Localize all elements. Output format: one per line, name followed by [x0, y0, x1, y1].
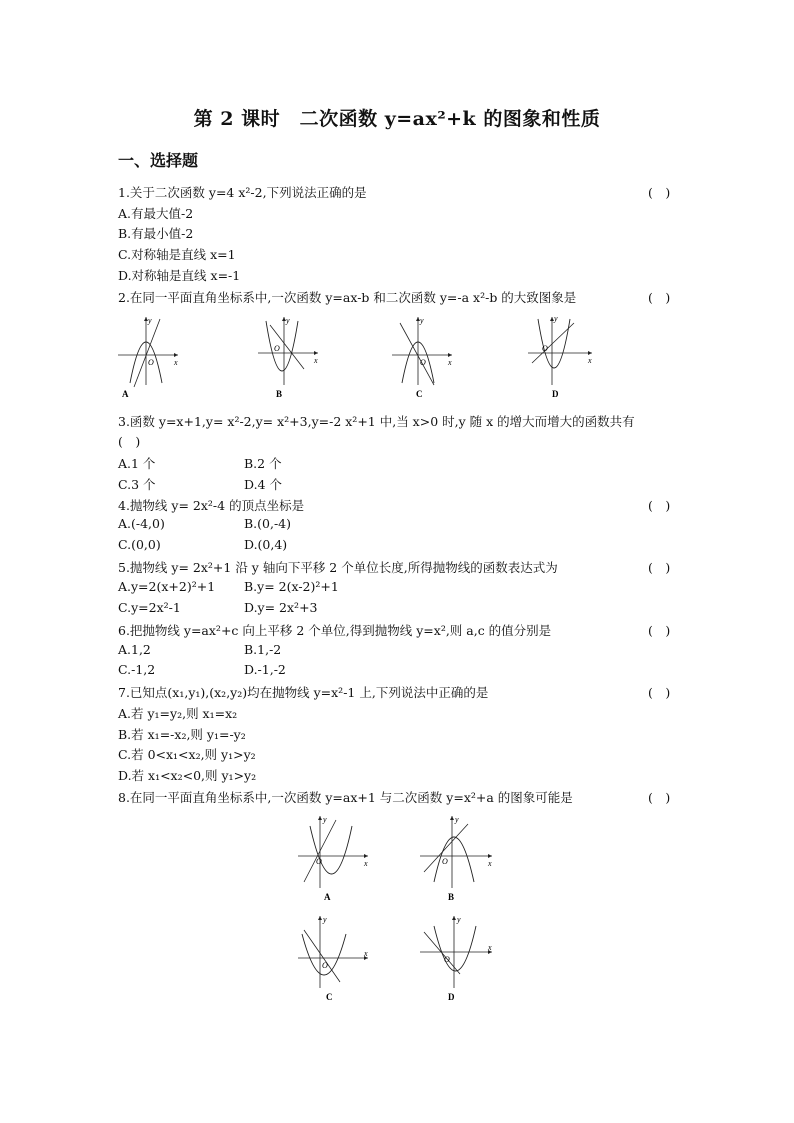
axis-origin: O [316, 857, 322, 866]
q3-stem: 3.函数 y=x+1,y= x²-2,y= x²+3,y=-2 x²+1 中,当 x>0 时,y 随 x 的增大而增大的函数共有 [118, 414, 635, 429]
q7-answer-blank: ( ) [648, 685, 671, 700]
graph-label: C [326, 992, 333, 1002]
q4-option-a: A.(-4,0) [118, 516, 165, 531]
q3-option-a: A.1 个 [118, 456, 156, 471]
axis-x-label: x [488, 943, 492, 952]
q4-option-b: B.(0,-4) [244, 516, 292, 531]
axis-origin: O [148, 358, 154, 367]
q4-stem: 4.抛物线 y= 2x²-4 的顶点坐标是 [118, 498, 305, 513]
q6-stem: 6.把抛物线 y=ax²+c 向上平移 2 个单位,得到抛物线 y=x²,则 a,c 的值分别是 [118, 623, 552, 638]
axis-y-label: y [323, 915, 327, 924]
q4-answer-blank: ( ) [648, 498, 671, 513]
q5-option-d: D.y= 2x²+3 [244, 600, 318, 615]
axis-y-label: y [455, 815, 459, 824]
q2-graph-c [390, 313, 460, 399]
axis-origin: O [542, 344, 548, 353]
q8-graph-d [418, 912, 498, 1004]
q6-option-b: B.1,-2 [244, 642, 282, 657]
axis-origin: O [444, 955, 450, 964]
graph-label: D [448, 992, 455, 1002]
axis-x-label: x [364, 949, 368, 958]
q3-option-d: D.4 个 [244, 477, 282, 492]
axis-x-label: x [174, 358, 178, 367]
q7-stem: 7.已知点(x₁,y₁),(x₂,y₂)均在抛物线 y=x²-1 上,下列说法中正确的是 [118, 685, 489, 700]
q5-answer-blank: ( ) [648, 560, 671, 575]
axis-x-label: x [314, 356, 318, 365]
q8-graph-c [296, 912, 376, 1004]
axis-y-label: y [554, 314, 558, 323]
q4-option-c: C.(0,0) [118, 537, 161, 552]
axis-x-label: x [364, 859, 368, 868]
axis-y-label: y [323, 815, 327, 824]
q3-option-c: C.3 个 [118, 477, 156, 492]
q6-option-c: C.-1,2 [118, 662, 156, 677]
q8-answer-blank: ( ) [648, 790, 671, 805]
q7-option-c: C.若 0<x₁<x₂,则 y₁>y₂ [118, 747, 256, 762]
graph-label: D [552, 389, 559, 399]
q7-option-b: B.若 x₁=-x₂,则 y₁=-y₂ [118, 727, 246, 742]
graph-label: B [276, 389, 283, 399]
q8-graph-a [296, 812, 376, 904]
axis-origin: O [322, 961, 328, 970]
axis-x-label: x [588, 356, 592, 365]
q2-stem: 2.在同一平面直角坐标系中,一次函数 y=ax-b 和二次函数 y=-a x²-b 的大致图象是 [118, 290, 577, 305]
q6-option-a: A.1,2 [118, 642, 151, 657]
graph-label: C [416, 389, 423, 399]
axis-origin: O [420, 358, 426, 367]
q5-option-b: B.y= 2(x-2)²+1 [244, 579, 339, 594]
q5-stem: 5.抛物线 y= 2x²+1 沿 y 轴向下平移 2 个单位长度,所得抛物线的函数表达式为 [118, 560, 558, 575]
q4-option-d: D.(0,4) [244, 537, 288, 552]
q2-answer-blank: ( ) [648, 290, 671, 305]
q1-option-b: B.有最小值-2 [118, 226, 194, 241]
axis-y-label: y [457, 915, 461, 924]
q2-graph-a [116, 313, 186, 399]
graph-label: A [324, 892, 331, 902]
q1-option-d: D.对称轴是直线 x=-1 [118, 268, 241, 283]
graph-label: B [448, 892, 455, 902]
page-title: 第 2 课时 二次函数 y=ax²+k 的图象和性质 [193, 108, 601, 130]
q6-answer-blank: ( ) [648, 623, 671, 638]
q3-answer-blank: ( ) [118, 434, 141, 449]
q8-graph-b [418, 812, 498, 904]
q7-option-a: A.若 y₁=y₂,则 x₁=x₂ [118, 706, 238, 721]
axis-y-label: y [286, 316, 290, 325]
q1-option-c: C.对称轴是直线 x=1 [118, 247, 236, 262]
q2-graph-d [526, 313, 596, 399]
axis-origin: O [274, 344, 280, 353]
q7-option-d: D.若 x₁<x₂<0,则 y₁>y₂ [118, 768, 257, 783]
q1-option-a: A.有最大值-2 [118, 206, 194, 221]
q5-option-a: A.y=2(x+2)²+1 [118, 579, 216, 594]
axis-x-label: x [488, 859, 492, 868]
axis-y-label: y [148, 316, 152, 325]
q1-answer-blank: ( ) [648, 185, 671, 200]
q2-graph-b [256, 313, 326, 399]
q1-stem: 1.关于二次函数 y=4 x²-2,下列说法正确的是 [118, 185, 367, 200]
axis-x-label: x [448, 358, 452, 367]
q6-option-d: D.-1,-2 [244, 662, 286, 677]
q5-option-c: C.y=2x²-1 [118, 600, 181, 615]
q3-option-b: B.2 个 [244, 456, 282, 471]
section-heading: 一、选择题 [118, 151, 199, 170]
q8-stem: 8.在同一平面直角坐标系中,一次函数 y=ax+1 与二次函数 y=x²+a 的图象可能是 [118, 790, 573, 805]
graph-label: A [122, 389, 129, 399]
axis-y-label: y [420, 316, 424, 325]
axis-origin: O [442, 857, 448, 866]
